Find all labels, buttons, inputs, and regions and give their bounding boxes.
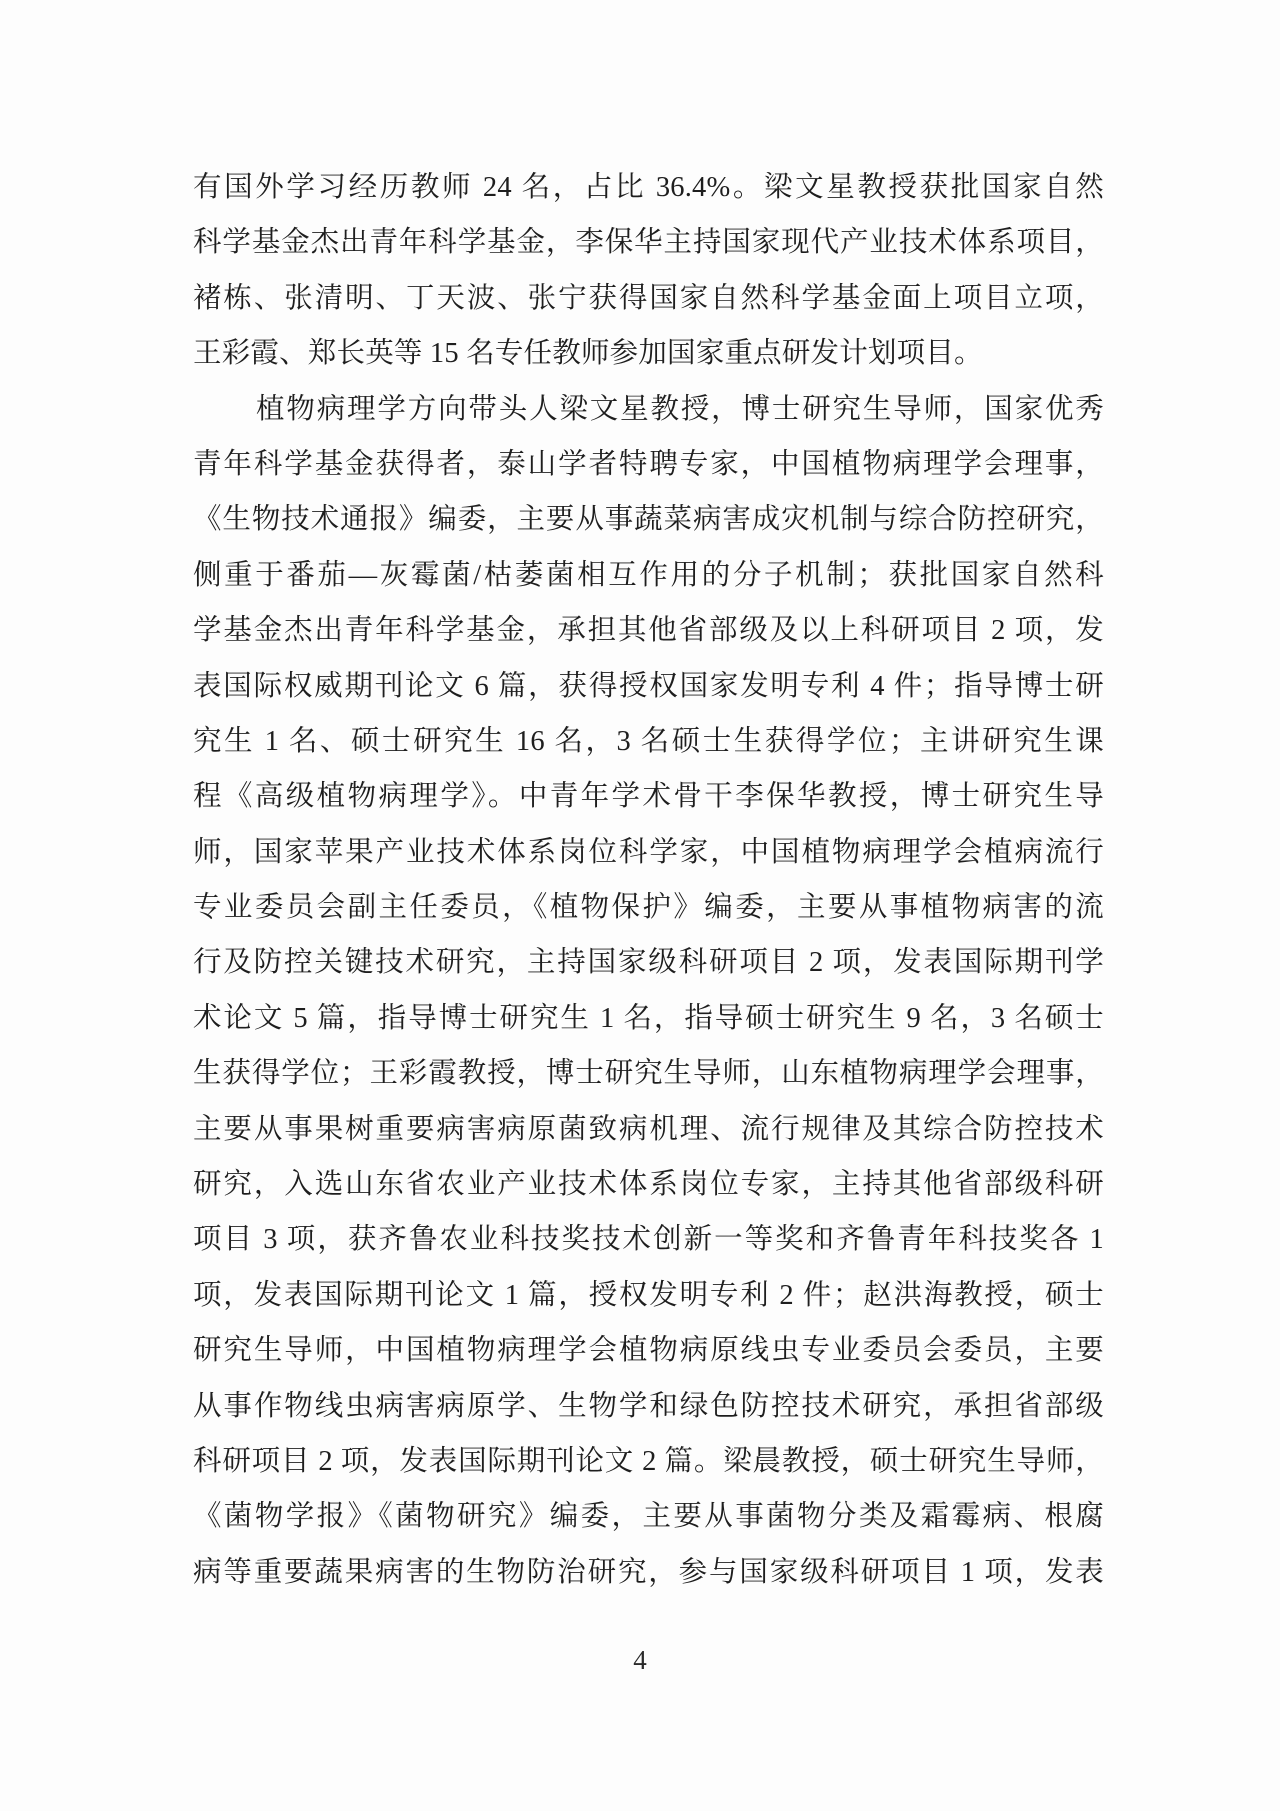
text-line: 科研项目 2 项，发表国际期刊论文 2 篇。梁晨教授，硕士研究生导师， — [193, 1445, 1104, 1477]
text-line: 生获得学位；王彩霞教授，博士研究生导师，山东植物病理学会理事， — [193, 1058, 1104, 1090]
text-line: 科学基金杰出青年科学基金，李保华主持国家现代产业技术体系项目， — [193, 227, 1104, 259]
text-line: 褚栋、张清明、丁天波、张宁获得国家自然科学基金面上项目立项， — [193, 282, 1104, 314]
text-line: 青年科学基金获得者，泰山学者特聘专家，中国植物病理学会理事， — [193, 448, 1104, 480]
text-line: 学基金杰出青年科学基金，承担其他省部级及以上科研项目 2 项，发 — [193, 615, 1104, 647]
text-line: 研究生导师，中国植物病理学会植物病原线虫专业委员会委员，主要 — [193, 1335, 1104, 1367]
text-line: 项目 3 项，获齐鲁农业科技奖技术创新一等奖和齐鲁青年科技奖各 1 — [193, 1224, 1104, 1256]
text-line: 研究，入选山东省农业产业技术体系岗位专家，主持其他省部级科研 — [193, 1169, 1104, 1201]
text-line: 表国际权威期刊论文 6 篇，获得授权国家发明专利 4 件；指导博士研 — [193, 670, 1104, 702]
text-line: 行及防控关键技术研究，主持国家级科研项目 2 项，发表国际期刊学 — [193, 947, 1104, 979]
body-text — [193, 160, 1104, 1600]
text-line: 病等重要蔬果病害的生物防治研究，参与国家级科研项目 1 项，发表 — [193, 1556, 1104, 1588]
text-line: 术论文 5 篇，指导博士研究生 1 名，指导硕士研究生 9 名，3 名硕士 — [193, 1002, 1104, 1034]
text-line: 究生 1 名、硕士研究生 16 名，3 名硕士生获得学位；主讲研究生课 — [193, 725, 1104, 757]
text-line: 师，国家苹果产业技术体系岗位科学家，中国植物病理学会植病流行 — [193, 836, 1104, 868]
text-line: 《生物技术通报》编委，主要从事蔬菜病害成灾机制与综合防控研究， — [193, 504, 1104, 536]
text-line: 有国外学习经历教师 24 名，占比 36.4%。梁文星教授获批国家自然 — [193, 172, 1104, 203]
text-line: 植物病理学方向带头人梁文星教授，博士研究生导师，国家优秀 — [256, 393, 1104, 425]
text-line: 从事作物线虫病害病原学、生物学和绿色防控技术研究，承担省部级 — [193, 1390, 1104, 1422]
text-line: 主要从事果树重要病害病原菌致病机理、流行规律及其综合防控技术 — [193, 1113, 1104, 1145]
text-line: 王彩霞、郑长英等 15 名专任教师参加国家重点研发计划项目。 — [193, 338, 983, 370]
text-line: 程《高级植物病理学》。中青年学术骨干李保华教授，博士研究生导 — [193, 781, 1104, 813]
text-line: 项，发表国际期刊论文 1 篇，授权发明专利 2 件；赵洪海教授，硕士 — [193, 1279, 1104, 1311]
text-line: 《菌物学报》《菌物研究》编委，主要从事菌物分类及霜霉病、根腐 — [193, 1501, 1104, 1533]
text-line: 专业委员会副主任委员，《植物保护》编委，主要从事植物病害的流 — [193, 892, 1104, 924]
text-line: 侧重于番茄—灰霉菌/枯萎菌相互作用的分子机制；获批国家自然科 — [193, 559, 1104, 591]
page-number: 4 — [633, 1645, 647, 1675]
